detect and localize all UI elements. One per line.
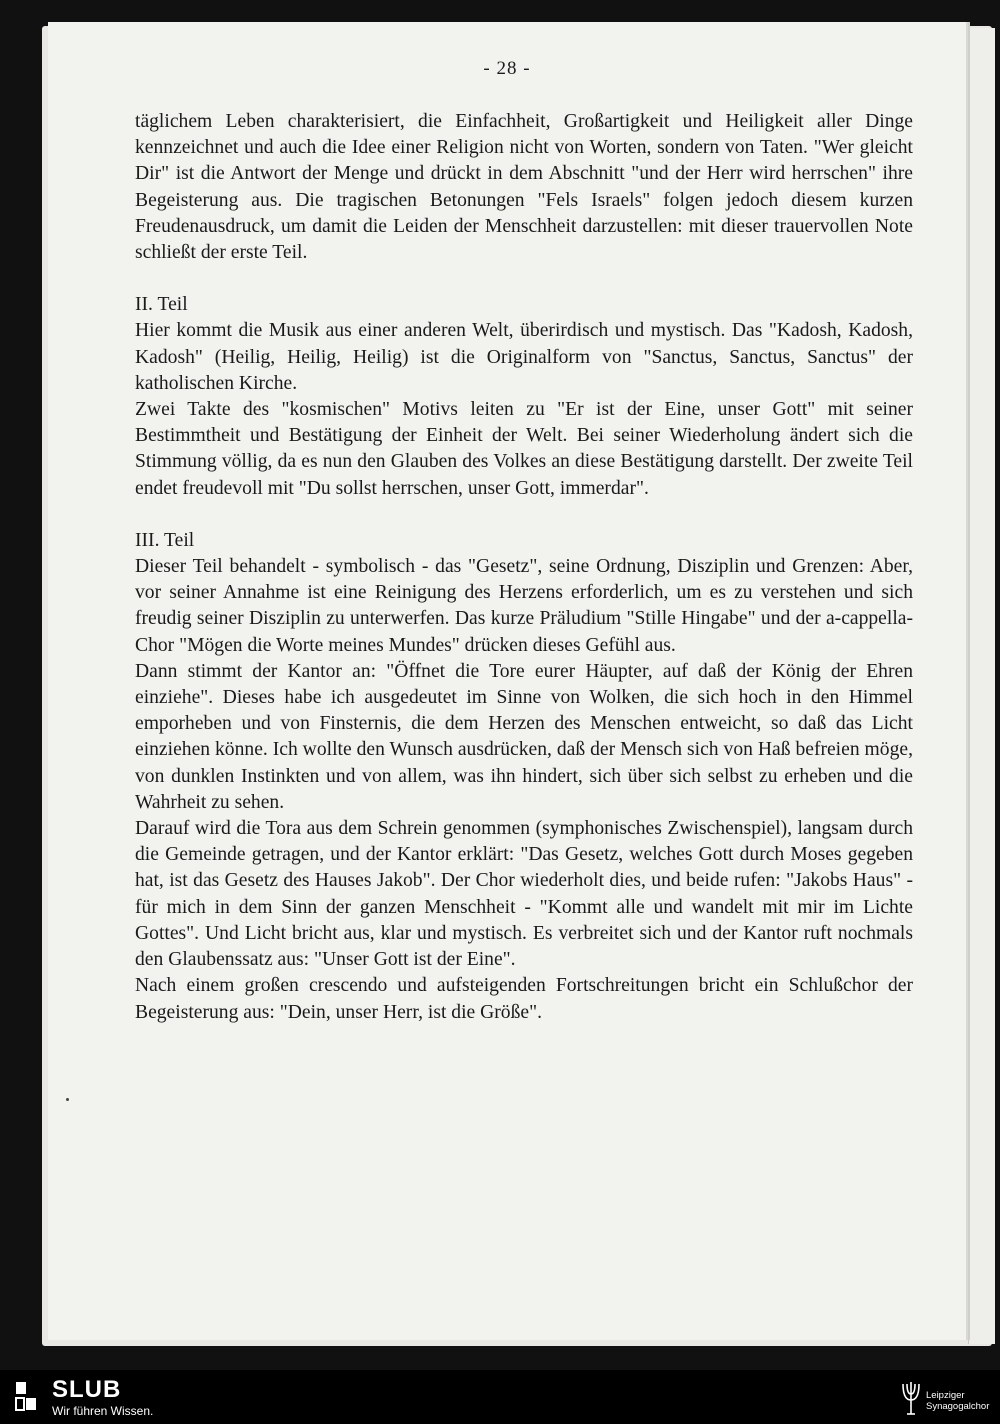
paragraph: Dieser Teil behandelt - symbolisch - das "Gesetz", seine Ordnung, Disziplin und Grenzen: Aber, vor seiner Annahme ist eine Reinigung des Herzens erforderlich, um es zu verstehen und sich freudig seiner Disziplin zu unterwerfen. Das kurze Präludium "Stille Hingabe" und der a-cappella-Chor "Mögen die Worte meines Mundes" drücken dieses Gefühl aus. (135, 556, 913, 656)
library-tagline: Wir führen Wissen. (52, 1404, 154, 1418)
partner-logo-text: Leipziger Synagogalchor (926, 1390, 990, 1412)
library-name[interactable]: SLUB (52, 1376, 122, 1403)
paragraph: Nach einem großen crescendo und aufsteigenden Fortschreitungen bricht ein Schlußchor der Begeisterung aus: "Dein, unser Herr, ist die Größe". (135, 975, 913, 1023)
menorah-icon (898, 1374, 924, 1418)
viewer-footer (0, 1370, 1000, 1424)
paragraph: täglichem Leben charakterisiert, die Einfachheit, Großartigkeit und Heiligkeit aller Dinge kennzeichnet und auch die Idee einer Religion nicht von Worten, sondern von Taten. "Wer gleicht Dir" ist die Antwort der Menge und drückt in dem Abschnitt "und der Herr wird herrschen" ihre Begeisterung aus. Die tragischen Betonungen "Fels Israels" folgen jedoch diesem kurzen Freudenausdruck, um damit die Leiden der Menschheit darzustellen: mit dieser trauervollen Note schließt der erste Teil. (135, 111, 913, 264)
section-heading-2: II. Teil (135, 294, 188, 316)
page-edge (968, 28, 995, 1344)
paragraph: Darauf wird die Tora aus dem Schrein genommen (symphonisches Zwischenspiel), langsam durch die Gemeinde getragen, und der Kantor erklärt: "Das Gesetz, welches Gott durch Moses gegeben hat, ist das Gesetz des Hauses Jakob". Der Chor wiederholt dies, und beide rufen: "Jakobs Haus" - für mich in dem Sinn der ganzen Menschheit - "Kommt alle und wandelt mit mir im Lichte Gottes". Und Licht bricht aus, klar und mystisch. Es verbreitet sich und der Kantor ruft nochmals den Glaubenssatz aus: "Unser Gott ist der Eine". (135, 818, 913, 971)
paragraph: Dann stimmt der Kantor an: "Öffnet die Tore eurer Häupter, auf daß der König der Ehren einziehe". Dieses habe ich ausgedeutet im Sinne von Wolken, die sich hoch in den Himmel emporheben und von Finsternis, die dem Herzen des Menschen entweicht, so daß das Licht einziehen könne. Ich wollte den Wunsch ausdrücken, daß der Mensch sich von Haß befreien möge, von dunklen Instinkten und von allem, was ihn hindert, sich über sich selbst zu erheben und die Wahrheit zu sehen. (135, 660, 913, 813)
body-text (135, 109, 913, 1026)
paragraph: Zwei Takte des "kosmischen" Motivs leiten zu "Er ist der Eine, unser Gott" mit seiner Bestimmtheit und Bestätigung der Einheit der Welt. Bei seiner Wiederholung ändert sich die Stimmung völlig, da es nun den Glauben des Volkes an diese Bestätigung darstellt. Der zweite Teil endet freudevoll mit "Du sollst herrschen, unser Gott, immerdar". (135, 399, 913, 499)
scan-speck (66, 1098, 69, 1101)
paragraph: Hier kommt die Musik aus einer anderen Welt, überirdisch und mystisch. Das "Kadosh, Kadosh, Kadosh" (Heilig, Heilig, Heilig) ist die Originalform von "Sanctus, Sanctus, Sanctus" der katholischen Kirche. (135, 320, 913, 394)
page-number: - 28 - (483, 58, 531, 79)
section-heading-3: III. Teil (135, 529, 195, 551)
slub-logo-icon[interactable] (12, 1380, 40, 1412)
